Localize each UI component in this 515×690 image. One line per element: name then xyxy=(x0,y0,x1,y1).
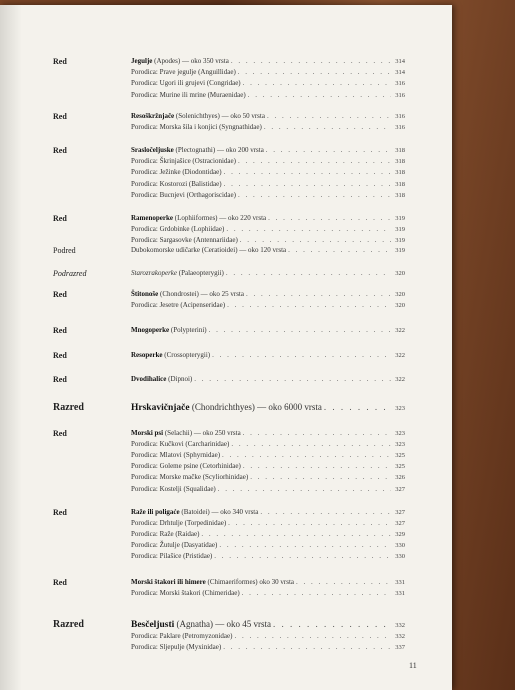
entry-text xyxy=(131,402,322,413)
toc-entry xyxy=(131,290,405,298)
page-reference: 316 xyxy=(395,80,405,88)
latin-name: Morska šila i konjici (Syngnathidae) xyxy=(159,123,262,132)
toc-entry xyxy=(131,191,405,199)
family-prefix: Porodica: xyxy=(131,236,160,245)
toc-entry xyxy=(131,451,405,459)
page-reference: 332 xyxy=(395,633,405,641)
toc-entry xyxy=(131,351,405,359)
latin-name: (Palaeopterygii) xyxy=(177,269,224,277)
family-prefix: Porodica: xyxy=(131,168,160,177)
dot-leader xyxy=(236,191,391,199)
toc-entry xyxy=(131,440,405,448)
dot-leader xyxy=(217,541,391,549)
dot-leader xyxy=(266,214,391,222)
taxon-name: Dvodihalice xyxy=(131,375,167,383)
page-reference: 323 xyxy=(395,405,405,412)
book-page xyxy=(0,5,452,690)
entry-text xyxy=(131,485,216,493)
dot-leader xyxy=(258,508,391,516)
entry-text xyxy=(131,632,232,640)
rank-label: Red xyxy=(53,508,67,517)
toc-entry xyxy=(131,578,405,586)
toc-entry xyxy=(131,157,405,165)
latin-name: Sargasovke (Antennariidae) xyxy=(159,236,238,245)
toc-entry xyxy=(131,123,405,131)
toc-entry xyxy=(131,619,405,630)
family-prefix: Porodica: xyxy=(131,90,160,99)
toc-entry xyxy=(131,473,405,481)
page-reference: 319 xyxy=(395,247,405,254)
dot-leader xyxy=(246,91,391,99)
dot-leader xyxy=(286,246,391,254)
latin-name: Morski štakori (Chimeridae) xyxy=(159,589,240,598)
page-reference: 330 xyxy=(395,542,405,550)
latin-name: Drhtulje (Torpedinidae) xyxy=(159,519,227,528)
latin-name: Kostelji (Squalidae) xyxy=(159,484,216,493)
toc-entry xyxy=(131,225,405,233)
page-reference: 316 xyxy=(395,113,405,120)
entry-text xyxy=(131,462,241,470)
family-prefix: Porodica: xyxy=(131,519,160,528)
toc-entry xyxy=(131,79,405,87)
page-reference: 325 xyxy=(395,463,405,471)
dot-leader xyxy=(222,168,391,176)
latin-name: Žutulje (Dasyatidae) xyxy=(159,541,218,550)
toc-entry xyxy=(131,632,405,640)
dot-leader xyxy=(229,440,391,448)
entry-text xyxy=(131,290,244,298)
dot-leader xyxy=(226,519,391,527)
entry-text xyxy=(131,451,220,459)
family-prefix: Porodica: xyxy=(131,123,160,132)
family-prefix: Porodica: xyxy=(131,643,160,652)
entry-text xyxy=(131,79,241,87)
family-prefix: Porodica: xyxy=(131,552,160,561)
page-reference: 318 xyxy=(395,169,405,177)
dot-leader xyxy=(294,578,391,586)
page-reference: 314 xyxy=(395,58,405,65)
page-reference: 316 xyxy=(395,124,405,132)
toc-entry xyxy=(131,552,405,560)
rank-label: Red xyxy=(53,326,67,335)
latin-name: Ježinke (Diodontidae) xyxy=(159,168,222,177)
dot-leader xyxy=(236,157,391,165)
entry-text xyxy=(131,301,225,309)
entry-text xyxy=(131,508,258,516)
entry-text xyxy=(131,68,236,76)
latin-name: Ugori ili grujevi (Congridae) xyxy=(159,79,241,88)
toc-entry xyxy=(131,214,405,222)
rank-label: Red xyxy=(53,112,67,121)
dot-leader xyxy=(220,451,391,459)
page-reference: 326 xyxy=(395,474,405,482)
species-count: — oko 6000 vrsta xyxy=(254,402,322,412)
entry-text xyxy=(131,91,246,99)
latin-name: (Plectognathi) xyxy=(175,146,216,154)
toc-entry xyxy=(131,485,405,493)
page-reference: 331 xyxy=(395,590,405,598)
page-reference: 327 xyxy=(395,520,405,528)
entry-text xyxy=(131,236,238,244)
dot-leader xyxy=(248,473,391,481)
toc-entry xyxy=(131,541,405,549)
entry-text xyxy=(131,643,221,651)
taxon-name: Mnogoperke xyxy=(131,326,170,334)
page-reference: 337 xyxy=(395,644,405,652)
page-reference: 314 xyxy=(395,69,405,77)
toc-entry xyxy=(131,508,405,516)
entry-text xyxy=(131,429,241,437)
latin-name: Morske mačke (Scyliorhinidae) xyxy=(159,473,249,482)
dot-leader xyxy=(216,485,391,493)
latin-name: (Apodes) xyxy=(154,57,181,65)
toc-entry xyxy=(131,301,405,309)
family-prefix: Porodica: xyxy=(131,462,160,471)
latin-name: Sljepulje (Myxinidae) xyxy=(159,643,222,652)
family-prefix: Dubokomorske udičarke (Ceratioidei) — oko 120 vrsta xyxy=(131,246,287,254)
toc-entry xyxy=(131,643,405,651)
page-reference: 319 xyxy=(395,215,405,222)
toc-entry xyxy=(131,429,405,437)
page-reference: 329 xyxy=(395,531,405,539)
entry-text xyxy=(131,225,224,233)
toc-entry xyxy=(131,112,405,120)
species-count: — oko 50 vrsta xyxy=(219,112,265,120)
page-reference: 322 xyxy=(395,352,405,359)
species-count: — oko 200 vrsta xyxy=(215,146,264,154)
taxon-name: Besčeljusti xyxy=(131,620,175,630)
page-reference: 316 xyxy=(395,91,405,99)
family-prefix: Porodica: xyxy=(131,451,160,460)
latin-name: (Dipnoi) xyxy=(168,375,193,383)
page-reference: 318 xyxy=(395,180,405,188)
species-count: — oko 250 vrsta xyxy=(192,429,241,437)
family-prefix: Porodica: xyxy=(131,484,160,493)
entry-text xyxy=(131,168,222,176)
dot-leader xyxy=(207,326,391,334)
dot-leader xyxy=(241,79,391,87)
family-prefix: Porodica: xyxy=(131,632,160,641)
entry-text xyxy=(131,191,236,199)
taxon-name: Morski psi xyxy=(131,429,164,437)
page-reference: 322 xyxy=(395,376,405,383)
entry-text xyxy=(131,578,294,586)
entry-text xyxy=(131,541,217,549)
entry-text xyxy=(131,180,222,188)
rank-label: Podrazred xyxy=(53,269,87,278)
latin-name: Bucnjevi (Orthagoriscidae) xyxy=(159,190,236,199)
species-count: — oko 220 vrsta xyxy=(217,214,267,222)
toc-entry xyxy=(131,57,405,65)
page-reference: 320 xyxy=(395,291,405,298)
family-prefix: Porodica: xyxy=(131,589,160,598)
taxon-name: Hrskavičnjače xyxy=(131,403,190,413)
family-prefix: Porodica: xyxy=(131,440,160,449)
taxon-name: Morski štakori ili himere xyxy=(131,578,206,586)
toc-entry xyxy=(131,589,405,597)
rank-label: Razred xyxy=(53,619,84,630)
dot-leader xyxy=(192,375,391,383)
entry-text xyxy=(131,146,264,154)
toc-entry xyxy=(131,68,405,76)
rank-label: Razred xyxy=(53,402,84,413)
latin-name: (Chondrichthyes) xyxy=(191,402,255,412)
toc-entry xyxy=(131,91,405,99)
entry-text xyxy=(131,246,286,254)
dot-leader xyxy=(322,402,391,412)
toc-entry xyxy=(131,326,405,334)
entry-text xyxy=(131,214,266,222)
rank-label: Red xyxy=(53,578,67,587)
dot-leader xyxy=(271,619,391,629)
toc-entry xyxy=(131,402,405,413)
dot-leader xyxy=(240,589,391,597)
toc-entry xyxy=(131,180,405,188)
dot-leader xyxy=(232,632,391,640)
rank-label: Red xyxy=(53,290,67,299)
entry-text xyxy=(131,375,192,383)
dot-leader xyxy=(262,123,391,131)
page-reference: 327 xyxy=(395,485,405,493)
latin-name: Raže (Raidae) xyxy=(159,530,200,539)
page-reference: 319 xyxy=(395,226,405,234)
taxon-name: Raže ili poligaće xyxy=(131,508,180,516)
latin-name: Paklare (Petromyzonidae) xyxy=(159,632,233,641)
dot-leader xyxy=(264,146,391,154)
page-reference: 320 xyxy=(395,302,405,310)
entry-text xyxy=(131,519,226,527)
latin-name: (Chondrostei) xyxy=(159,290,199,298)
latin-name: Pilašice (Pristidae) xyxy=(159,552,213,561)
latin-name: (Solenichthyes) xyxy=(175,112,220,120)
latin-name: Goleme psine (Cetorhinidae) xyxy=(159,462,241,471)
dot-leader xyxy=(225,301,391,309)
page-reference: 325 xyxy=(395,452,405,460)
dot-leader xyxy=(238,236,391,244)
page-reference: 327 xyxy=(395,509,405,516)
toc-entry xyxy=(131,375,405,383)
family-prefix: Porodica: xyxy=(131,68,160,77)
family-prefix: Porodica: xyxy=(131,190,160,199)
latin-name: (Crossopterygii) xyxy=(164,351,211,359)
dot-leader xyxy=(212,552,391,560)
taxon-name: Srasločeljuske xyxy=(131,146,174,154)
rank-label: Podred xyxy=(53,246,76,255)
rank-label: Red xyxy=(53,57,67,66)
toc-entry xyxy=(131,519,405,527)
family-prefix: Porodica: xyxy=(131,541,160,550)
dot-leader xyxy=(221,643,391,651)
dot-leader xyxy=(199,530,391,538)
latin-name: (Agnatha) xyxy=(176,619,214,629)
entry-text xyxy=(131,269,224,277)
page-reference: 318 xyxy=(395,191,405,199)
page-reference: 320 xyxy=(395,270,405,277)
dot-leader xyxy=(224,269,391,277)
species-count: — oko 340 vrsta xyxy=(209,508,259,516)
family-prefix: Porodica: xyxy=(131,179,160,188)
family-prefix: Porodica: xyxy=(131,157,160,166)
latin-name: Kučkovi (Carcharinidae) xyxy=(159,440,230,449)
family-prefix: Porodica: xyxy=(131,530,160,539)
entry-text xyxy=(131,530,199,538)
toc-entry xyxy=(131,146,405,154)
table-of-contents xyxy=(0,5,452,690)
entry-text xyxy=(131,552,212,560)
family-prefix: Porodica: xyxy=(131,225,160,234)
rank-label: Red xyxy=(53,429,67,438)
taxon-name: Resoškržnjače xyxy=(131,112,175,120)
taxon-name: Jegulje xyxy=(131,57,153,65)
entry-text xyxy=(131,326,207,334)
toc-entry xyxy=(131,236,405,244)
dot-leader xyxy=(241,462,391,470)
latin-name: Grdobinke (Lophiidae) xyxy=(159,225,225,234)
rank-label: Red xyxy=(53,214,67,223)
page-reference: 318 xyxy=(395,158,405,166)
toc-entry xyxy=(131,168,405,176)
species-count: — oko 350 vrsta xyxy=(180,57,229,65)
toc-entry xyxy=(131,269,405,277)
dot-leader xyxy=(224,225,391,233)
page-reference: 318 xyxy=(395,147,405,154)
species-count: — oko 25 vrsta xyxy=(198,290,244,298)
page-reference: 322 xyxy=(395,327,405,334)
latin-name: Prave jegulje (Anguillidae) xyxy=(159,68,236,77)
dot-leader xyxy=(222,180,391,188)
family-prefix: Porodica: xyxy=(131,473,160,482)
entry-text xyxy=(131,473,248,481)
dot-leader xyxy=(236,68,391,76)
entry-text xyxy=(131,112,265,120)
taxon-name: Ramenoperke xyxy=(131,214,173,222)
dot-leader xyxy=(210,351,391,359)
latin-name: (Chimaeriformes) xyxy=(207,578,258,586)
species-count: oko 30 vrsta xyxy=(257,578,294,586)
latin-name: (Selachii) xyxy=(164,429,193,437)
family-prefix: Porodica: xyxy=(131,301,160,310)
toc-entry xyxy=(131,530,405,538)
latin-name: Mlatovi (Sphyrnidae) xyxy=(159,451,221,460)
page-number: 11 xyxy=(409,661,417,670)
latin-name: (Lophiiformes) xyxy=(174,214,218,222)
entry-text xyxy=(131,440,229,448)
taxon-name: Štitonoše xyxy=(131,290,159,298)
latin-name: Kostorozi (Balistidae) xyxy=(159,179,222,188)
latin-name: (Batoidei) xyxy=(181,508,210,516)
toc-entry xyxy=(131,246,405,254)
entry-text xyxy=(131,351,210,359)
latin-name: Škrinjašice (Ostracionidae) xyxy=(159,157,236,166)
page-reference: 323 xyxy=(395,430,405,437)
entry-text xyxy=(131,157,236,165)
family-prefix: Porodica: xyxy=(131,79,160,88)
entry-text xyxy=(131,57,229,65)
taxon-name: Resoperke xyxy=(131,351,163,359)
rank-label: Red xyxy=(53,351,67,360)
page-reference: 330 xyxy=(395,553,405,561)
rank-label: Red xyxy=(53,146,67,155)
species-count: — oko 45 vrsta xyxy=(213,619,272,629)
dot-leader xyxy=(229,57,391,65)
page-reference: 319 xyxy=(395,237,405,245)
entry-text xyxy=(131,589,240,597)
dot-leader xyxy=(241,429,391,437)
dot-leader xyxy=(244,290,391,298)
latin-name: Jesetre (Acipenseridae) xyxy=(159,301,226,310)
page-reference: 323 xyxy=(395,441,405,449)
entry-text xyxy=(131,619,271,630)
rank-label: Red xyxy=(53,375,67,384)
latin-name: Murine ili mrine (Muraenidae) xyxy=(159,90,246,99)
taxon-name-italic: Starozrakoperke xyxy=(131,269,178,277)
toc-entry xyxy=(131,462,405,470)
entry-text xyxy=(131,123,262,131)
page-reference: 331 xyxy=(395,579,405,586)
dot-leader xyxy=(265,112,391,120)
latin-name: (Polypterini) xyxy=(170,326,207,334)
page-reference: 332 xyxy=(395,622,405,629)
